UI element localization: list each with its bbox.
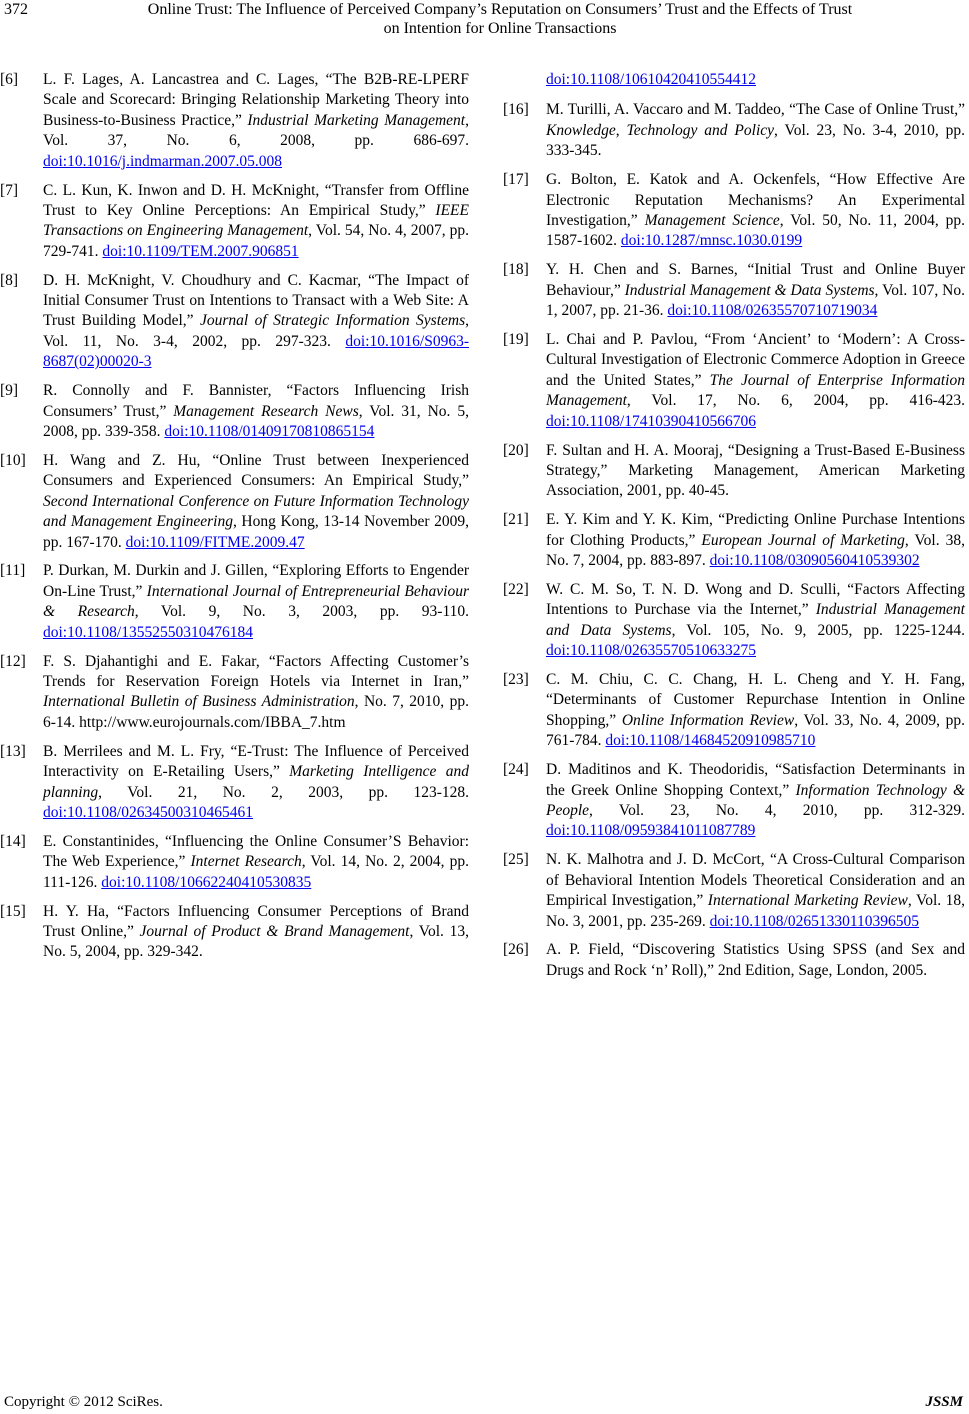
reference-number: [19] <box>503 330 529 348</box>
doi-link[interactable]: doi:10.1108/01409170810865154 <box>164 423 375 440</box>
doi-link[interactable]: doi:10.1108/13552550310476184 <box>43 623 253 641</box>
reference-source-title: Journal of Product & Brand Management <box>139 922 410 940</box>
reference-text-segment: D. H. McKnight, V. Choudhury and C. Kacmar, “The Impact of Initial Consumer Trust on Intentions to Transact with a Web Site: A Trust Building Model,” <box>43 271 469 330</box>
reference-source-title: Online Information Review <box>621 711 795 729</box>
reference-text-segment: E. Y. Kim and Y. K. Kim, “Predicting Online Purchase Intentions for Clothing Products,” <box>546 511 965 549</box>
references-right-column <box>503 70 965 990</box>
reference-text-segment: , Vol. 18, No. 3, 2001, pp. 235-269. <box>546 892 965 930</box>
reference-text <box>43 652 469 734</box>
reference-source-title: International Bulletin of Business Administration <box>43 693 355 711</box>
reference-text-segment: C. M. Chiu, C. C. Chang, H. L. Cheng and Y. H. Fang, “Determinants of Customer Repurchase Intention in Online Shopping,” <box>546 671 965 729</box>
doi-link[interactable]: doi:10.1108/02634500310465461 <box>43 803 253 821</box>
reference-text <box>546 580 965 662</box>
reference-text <box>43 561 469 643</box>
reference-number: [20] <box>503 441 529 459</box>
reference-item <box>0 271 469 373</box>
reference-text-segment: , Hong Kong, 13-14 November 2009, pp. 167-170. <box>43 513 469 551</box>
reference-text-segment: , Vol. 21, No. 2, 2003, pp. 123-128. <box>98 783 469 801</box>
reference-number: [12] <box>0 652 26 670</box>
reference-item <box>503 940 965 981</box>
reference-text-segment: H. Y. Ha, “Factors Influencing Consumer Perceptions of Brand Trust Online,” <box>43 902 469 940</box>
reference-text <box>546 330 965 432</box>
reference-item <box>503 670 965 752</box>
doi-link[interactable]: doi:10.1108/10610420410554412 <box>546 71 756 88</box>
reference-text-segment: , Vol. 105, No. 9, 2005, pp. 1225-1244. <box>671 621 966 639</box>
reference-text-segment: , Vol. 38, No. 7, 2004, pp. 883-897. <box>546 531 965 570</box>
reference-text-segment: , Vol. 54, No. 4, 2007, pp. 729-741. <box>43 222 469 260</box>
reference-text-segment: Y. H. Chen and S. Barnes, “Initial Trust and Online Buyer Behaviour,” <box>546 261 965 299</box>
reference-source-title: Industrial Marketing Management <box>247 111 466 129</box>
reference-number: [22] <box>503 580 529 598</box>
reference-source-title: The Journal of Enterprise Information Management <box>546 371 965 410</box>
doi-link[interactable]: doi:10.1016/j.indmarman.2007.05.008 <box>43 152 282 170</box>
doi-link[interactable]: doi:10.1016/S0963-8687(02)00020-3 <box>43 332 469 371</box>
reference-text-segment: , Vol. 23, No. 4, 2010, pp. 312-329. <box>589 802 965 819</box>
reference-text <box>546 170 965 252</box>
running-title <box>60 0 940 38</box>
doi-link[interactable]: doi:10.1108/17410390410566706 <box>546 412 756 430</box>
reference-text <box>546 940 965 981</box>
reference-number: [9] <box>0 382 19 400</box>
reference-text-segment: F. S. Djahantighi and E. Fakar, “Factors Affecting Customer’s Trends for Reservation Foreign Hotels via Internet in Iran,” <box>43 652 469 690</box>
reference-item <box>503 170 965 252</box>
reference-source-title: Journal of Strategic Information Systems <box>199 312 466 330</box>
doi-link[interactable]: doi:10.1108/10662240410530835 <box>101 873 312 891</box>
reference-text-segment: , Vol. 13, No. 5, 2004, pp. 329-342. <box>43 922 469 961</box>
reference-item <box>0 181 469 263</box>
reference-text-segment: N. K. Malhotra and J. D. McCort, “A Cross-Cultural Comparison of Behavioral Intention Models Theoretical Consideration and an Empirical Investigation,” <box>546 851 965 910</box>
reference-text-segment: A. P. Field, “Discovering Statistics Using SPSS (and Sex and Drugs and Rock ‘n’ Roll),” 2nd Edition, Sage, London, 2005. <box>546 941 965 979</box>
reference-item <box>503 441 965 502</box>
reference-text <box>546 670 965 752</box>
running-title-line-2: on Intention for Online Transactions <box>383 20 617 37</box>
reference-item <box>503 510 965 571</box>
reference-source-title: Marketing Intelligence and planning <box>43 763 469 801</box>
reference-source-title: European Journal of Marketing <box>701 531 905 549</box>
reference-item <box>0 902 469 963</box>
reference-text-segment: B. Merrilees and M. L. Fry, “E-Trust: The Influence of Perceived Interactivity on E-Retailing Users,” <box>43 742 469 781</box>
reference-text <box>43 381 469 442</box>
reference-number: [13] <box>0 742 26 760</box>
reference-text <box>546 510 965 571</box>
reference-text-segment: , Vol. 23, No. 3-4, 2010, pp. 333-345. <box>546 121 966 160</box>
reference-number: [7] <box>0 181 19 199</box>
reference-source-title: Industrial Management & Data Systems <box>624 281 875 299</box>
reference-text-segment: W. C. M. So, T. N. D. Wong and D. Sculli, “Factors Affecting Intentions to Purchase via the Internet,” <box>546 580 965 619</box>
reference-text-segment: , No. 7, 2010, pp. 6-14. http://www.eurojournals.com/IBBA_7.htm <box>43 693 469 731</box>
reference-number: [6] <box>0 71 19 88</box>
reference-source-title: Second International Conference on Future Information Technology and Management Engineering <box>43 492 469 531</box>
doi-link[interactable]: doi:10.1108/02635570510633275 <box>546 642 756 660</box>
reference-text-segment: H. Wang and Z. Hu, “Online Trust between Inexperienced Consumers and Experienced Consumers: An Empirical Study,” <box>43 451 469 490</box>
reference-text-segment: L. F. Lages, A. Lancastrea and C. Lages, “The B2B-RE-LPERF Scale and Scorecard: Bringing Relationship Marketing Theory into Business-to-Business Practice,” <box>43 71 469 129</box>
reference-text-segment: C. L. Kun, K. Inwon and D. H. McKnight, “Transfer from Offline Trust to Key Online Perceptions: An Empirical Study,” <box>43 181 469 219</box>
reference-text-segment: G. Bolton, E. Katok and A. Ockenfels, “How Effective Are Electronic Reputation Mechanisms? An Experimental Investigation,” <box>546 171 965 229</box>
doi-link[interactable]: doi:10.1108/09593841011087789 <box>546 822 756 840</box>
doi-link[interactable]: doi:10.1109/TEM.2007.906851 <box>102 242 299 260</box>
references-left-column <box>0 70 469 971</box>
reference-item <box>0 832 469 893</box>
reference-number: [26] <box>503 941 529 959</box>
reference-text <box>43 271 469 373</box>
running-title-line-1: Online Trust: The Influence of Perceived Company’s Reputation on Consumers’ Trust and the Effects of Trust <box>147 1 853 18</box>
reference-text-segment: , Vol. 9, No. 3, 2003, pp. 93-110. <box>134 603 469 621</box>
page-header <box>0 0 969 44</box>
reference-text <box>43 742 469 824</box>
reference-text <box>43 832 469 893</box>
reference-item <box>503 760 965 842</box>
reference-source-title: Information Technology & People <box>546 781 966 819</box>
doi-link[interactable]: doi:10.1108/02635570710719034 <box>667 302 878 320</box>
reference-source-title: Internet Research <box>190 853 302 871</box>
reference-source-title: Knowledge <box>546 121 616 139</box>
reference-text-segment: M. Turilli, A. Vaccaro and M. Taddeo, “The Case of Online Trust,” <box>546 101 965 119</box>
reference-item <box>503 260 965 321</box>
reference-text-segment: , Vol. 14, No. 2, 2004, pp. 111-126. <box>43 853 469 891</box>
reference-number: [18] <box>503 261 529 279</box>
reference-source-title: IEEE Transactions on Engineering Management <box>43 201 469 240</box>
reference-source-title: Management Research News <box>173 402 359 420</box>
reference-number: [8] <box>0 271 19 289</box>
reference-item <box>503 330 965 432</box>
reference-text <box>43 70 469 172</box>
reference-source-title: International Journal of Entrepreneurial Behaviour & Research <box>43 582 469 621</box>
reference-15-continuation <box>503 70 965 90</box>
reference-text <box>546 100 965 161</box>
reference-item <box>0 70 469 172</box>
reference-text-segment: D. Maditinos and K. Theodoridis, “Satisfaction Determinants in the Greek Online Shopping Context,” <box>546 761 965 799</box>
reference-number: [15] <box>0 902 26 920</box>
reference-source-title: Technology and Policy <box>626 121 775 139</box>
reference-text-segment: , <box>615 121 627 139</box>
reference-number: [25] <box>503 851 529 869</box>
reference-number: [23] <box>503 671 529 689</box>
reference-item <box>503 580 965 662</box>
doi-link[interactable]: doi:10.1287/mnsc.1030.0199 <box>620 232 803 250</box>
reference-text-segment: , Vol. 31, No. 5, 2008, pp. 339-358. <box>43 402 469 440</box>
doi-link[interactable]: doi:10.1108/14684520910985710 <box>605 732 816 750</box>
reference-text-segment: , Vol. 107, No. 1, 2007, pp. 21-36. <box>546 281 965 320</box>
reference-number: [17] <box>503 171 529 189</box>
page-footer <box>0 1394 969 1414</box>
reference-item <box>0 561 469 643</box>
reference-source-title: International Marketing Review <box>707 892 908 910</box>
reference-item <box>0 742 469 824</box>
reference-text <box>546 760 965 842</box>
reference-text-segment: P. Durkan, M. Durkin and J. Gillen, “Exploring Efforts to Engender On-Line Trust,” <box>43 562 469 600</box>
reference-number: [16] <box>503 101 529 119</box>
reference-number: [24] <box>503 761 529 779</box>
reference-number: [21] <box>503 511 529 529</box>
reference-number: [14] <box>0 832 26 850</box>
journal-abbreviation: JSSM <box>925 1394 963 1410</box>
reference-text-segment: , Vol. 17, No. 6, 2004, pp. 416-423. <box>626 392 965 410</box>
reference-text <box>546 850 965 932</box>
copyright-notice: Copyright © 2012 SciRes. <box>4 1394 163 1410</box>
reference-item <box>0 381 469 442</box>
doi-link[interactable]: doi:10.1108/02651330110396505 <box>709 912 920 930</box>
reference-text-segment: , Vol. 37, No. 6, 2008, pp. 686-697. <box>43 111 469 150</box>
reference-text-segment: E. Constantinides, “Influencing the Online Consumer’S Behavior: The Web Experience,” <box>43 832 469 871</box>
reference-text-segment: F. Sultan and H. A. Mooraj, “Designing a Trust-Based E-Business Strategy,” Marketing Management, American Marketing Association, 2001, pp. 40-45. <box>546 441 965 500</box>
reference-number: [11] <box>0 562 26 580</box>
reference-text-segment: , Vol. 11, No. 3-4, 2002, pp. 297-323. <box>43 312 469 350</box>
reference-text <box>546 441 965 502</box>
reference-text <box>43 902 469 963</box>
reference-text-segment: L. Chai and P. Pavlou, “From ‘Ancient’ to ‘Modern’: A Cross-Cultural Investigation of Electronic Commerce Adoption in Greece and the United States,” <box>546 330 965 389</box>
reference-source-title: Management Science <box>644 211 780 229</box>
reference-number: [10] <box>0 451 26 469</box>
reference-item <box>503 100 965 161</box>
reference-text-segment: , Vol. 50, No. 11, 2004, pp. 1587-1602. <box>546 211 966 250</box>
reference-item <box>0 652 469 734</box>
reference-text-segment: , Vol. 33, No. 4, 2009, pp. 761-784. <box>546 711 966 750</box>
reference-item <box>0 451 469 553</box>
reference-source-title: Industrial Management and Data Systems <box>546 601 965 639</box>
doi-link[interactable]: doi:10.1108/03090560410539302 <box>709 552 920 570</box>
doi-link[interactable]: doi:10.1109/FITME.2009.47 <box>125 533 305 551</box>
reference-text <box>43 181 469 263</box>
page-number: 372 <box>4 1 28 18</box>
reference-text-segment: R. Connolly and F. Bannister, “Factors Influencing Irish Consumers’ Trust,” <box>43 382 469 420</box>
reference-text <box>546 260 965 321</box>
reference-text <box>43 451 469 553</box>
reference-item <box>503 850 965 932</box>
